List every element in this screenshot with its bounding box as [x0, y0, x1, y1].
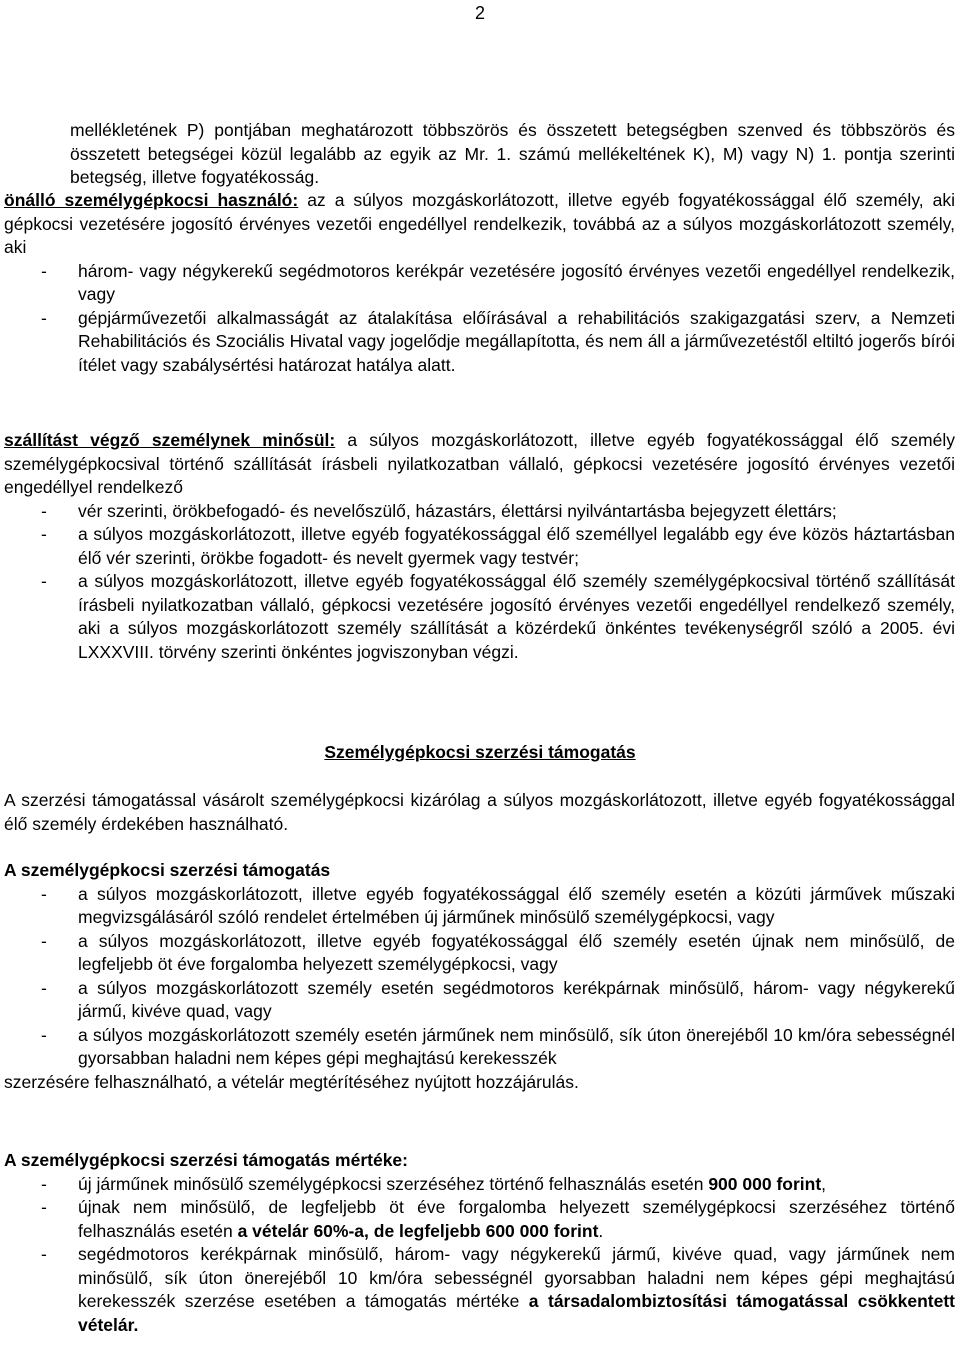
definition-transport-label: szállítást végző személynek minősül:: [4, 430, 336, 450]
list-item: - három- vagy négykerekű segédmotoros kerékpár vezetésére jogosító érvényes vezetői engedéllyel rendelkezik, vagy: [41, 260, 955, 304]
list-item: - a súlyos mozgáskorlátozott, illetve egyéb fogyatékossággal élő személy esetén újnak nem minősülő, de legfeljebb öt éve forgalomba helyezett személygépkocsi, vagy: [41, 930, 955, 974]
usage-closing: szerzésére felhasználható, a vételár megtérítéséhez nyújtott hozzájárulás.: [4, 1071, 579, 1092]
amount-section: [4, 1149, 955, 1337]
definition-driver-list: [4, 260, 955, 378]
list-item-text: a súlyos mozgáskorlátozott, illetve egyéb fogyatékossággal élő személy esetén a közúti járművek műszaki megvizsgálásáról szóló rendelet értelmében új járműnek minősülő személygépkocsi, vagy: [78, 883, 955, 927]
list-item: - a súlyos mozgáskorlátozott, illetve egyéb fogyatékossággal élő személy személygépkocsival történő szállítását írásbeli nyilatkozatban vállaló, gépkocsi vezetésére jogosító érvényes vezetői engedéllyel rendelkező személy, aki a súlyos mozgáskorlátozott személy szállítását a közérdekű önkéntes tevékenységről szóló a 2005. évi LXXXVIII. törvény szerinti önkéntes jogviszonyban végzi.: [41, 571, 955, 662]
list-item-end: .: [598, 1220, 604, 1241]
list-item-text: a súlyos mozgáskorlátozott, illetve egyéb fogyatékossággal élő személlyel legalább egy éve közös háztartásban élő vér szerinti, örökbe fogadott- és nevelt gyermek vagy testvér;: [78, 524, 955, 568]
list-item-text: új járműnek minősülő személygépkocsi szerzéséhez történő felhasználás esetén: [78, 1173, 709, 1194]
definition-driver-body: az a súlyos mozgáskorlátozott, illetve egyéb fogyatékossággal élő személy, aki gépkocsi vezetésére jogosító érvényes vezetői engedéllyel rendelkezik, továbbá az a súlyos mozgáskorlátozott személy, aki: [4, 190, 956, 257]
list-item: - a súlyos mozgáskorlátozott személy esetén járműnek nem minősülő, sík úton önerejéből 10 km/óra sebességnél gyorsabban haladni nem képes gépi meghajtású kerekesszék: [41, 1024, 955, 1068]
amount-value: a társadalombiztosítási támogatással csökkentett vételár.: [78, 1291, 955, 1335]
list-item: - újnak nem minősülő, de legfeljebb öt éve forgalomba helyezett személygépkocsi szerzéséhez történő felhasználás esetén a vételár 60%-a, de legfeljebb 600 000 forint.: [41, 1197, 955, 1241]
list-item-text: a súlyos mozgáskorlátozott, illetve egyéb fogyatékossággal élő személy személygépkocsival történő szállítását írásbeli nyilatkozatban vállaló, gépkocsi vezetésére jogosító érvényes vezetői engedéllyel rendelkező személy, aki a súlyos mozgáskorlátozott személy szállítását a közérdekű önkéntes tevékenységről szóló a 2005. évi LXXXVIII. törvény szerinti önkéntes jogviszonyban végzi.: [78, 571, 955, 662]
page-number: 2: [474, 3, 485, 23]
purpose-paragraph: [4, 789, 955, 836]
list-item: - vér szerinti, örökbefogadó- és nevelőszülő, házastárs, élettársi nyilvántartásba bejegyzett élettárs;: [41, 500, 837, 521]
intro-text: mellékletének P) pontjában meghatározott többszörös és összetett betegségben szenved és többszörös és összetett betegségei közül legalább az egyik az Mr. 1. számú mellékeltének K), M) vagy N) 1. pontja szerinti betegség, illetve fogyatékosság.: [70, 120, 955, 187]
list-item-text: a súlyos mozgáskorlátozott személy esetén járműnek nem minősülő, sík úton önerejéből 10 km/óra sebességnél gyorsabban haladni nem képes gépi meghajtású kerekesszék: [78, 1024, 955, 1068]
usage-list: [4, 883, 955, 1071]
list-item-text: gépjárművezetői alkalmasságát az átalakítása előírásával a rehabilitációs szakigazgatási szerv, a Nemzeti Rehabilitációs és Szociális Hivatal vagy jogelődje megállapította, és nem áll a járművezetéstől eltiltó jogerős bírói ítélet vagy szabálysértési határozat hatálya alatt.: [78, 307, 955, 375]
list-item-text: újnak nem minősülő, de legfeljebb öt éve forgalomba helyezett személygépkocsi szerzéséhez történő felhasználás esetén: [78, 1197, 955, 1241]
intro-paragraph: [4, 119, 955, 190]
list-item-text: három- vagy négykerekű segédmotoros kerékpár vezetésére jogosító érvényes vezetői engedéllyel rendelkezik, vagy: [78, 260, 955, 304]
usage-heading: A személygépkocsi szerzési támogatás: [4, 860, 331, 880]
usage-section: [4, 859, 955, 1094]
definition-driver-label: önálló személygépkocsi használó:: [4, 190, 299, 210]
definition-driver: [4, 189, 955, 377]
amount-value: a vételár 60%-a, de legfeljebb 600 000 forint: [237, 1220, 599, 1241]
definition-driver-text: [4, 189, 955, 260]
list-item-text: a súlyos mozgáskorlátozott, illetve egyéb fogyatékossággal élő személy esetén újnak nem minősülő, de legfeljebb öt éve forgalomba helyezett személygépkocsi, vagy: [78, 930, 955, 974]
definition-transport-body: a súlyos mozgáskorlátozott, illetve egyéb fogyatékossággal élő személy személygépkocsival történő szállítását írásbeli nyilatkozatban vállaló, gépkocsi vezetésére jogosító érvényes vezetői engedéllyel rendelkező: [4, 430, 955, 497]
list-item-text: a súlyos mozgáskorlátozott személy esetén segédmotoros kerékpárnak minősülő, három- vagy négykerekű jármű, kivéve quad, vagy: [78, 977, 955, 1021]
definition-transport-list: [4, 500, 955, 665]
list-item: - új járműnek minősülő személygépkocsi szerzéséhez történő felhasználás esetén 900 000 forint,: [41, 1173, 827, 1194]
list-item: - a súlyos mozgáskorlátozott, illetve egyéb fogyatékossággal élő személlyel legalább egy éve közös háztartásban élő vér szerinti, örökbe fogadott- és nevelt gyermek vagy testvér;: [41, 524, 955, 568]
list-item-text: segédmotoros kerékpárnak minősülő, három- vagy négykerekű jármű, kivéve quad, vagy járműnek nem minősülő, sík úton önerejéből 10 km/óra sebességnél gyorsabban haladni nem képes gépi meghajtású kerekesszék szerzése esetében a támogatás mértéke: [78, 1244, 955, 1311]
amount-heading: A személygépkocsi szerzési támogatás mértéke:: [4, 1150, 408, 1170]
definition-transport-text: [4, 429, 955, 500]
purpose-text: A szerzési támogatással vásárolt személygépkocsi kizárólag a súlyos mozgáskorlátozott, illetve egyéb fogyatékossággal élő személy érdekében használható.: [4, 790, 955, 834]
list-item: - segédmotoros kerékpárnak minősülő, három- vagy négykerekű jármű, kivéve quad, vagy járműnek nem minősülő, sík úton önerejéből 10 km/óra sebességnél gyorsabban haladni nem képes gépi meghajtású kerekesszék szerzése esetében a támogatás mértéke a társadalombiztosítási támogatással csökkentett vételár.: [41, 1244, 955, 1335]
amount-list: [4, 1173, 955, 1338]
definition-transport: [4, 429, 955, 664]
amount-value: 900 000 forint: [708, 1173, 822, 1194]
list-item: - gépjárművezetői alkalmasságát az átalakítása előírásával a rehabilitációs szakigazgatási szerv, a Nemzeti Rehabilitációs és Szociális Hivatal vagy jogelődje megállapította, és nem áll a járművezetéstől eltiltó jogerős bírói ítélet vagy szabálysértési határozat hatálya alatt.: [41, 307, 955, 375]
list-item-text: vér szerinti, örökbefogadó- és nevelőszülő, házastárs, élettársi nyilvántartásba bejegyzett élettárs;: [78, 500, 837, 521]
section-title: Személygépkocsi szerzési támogatás: [324, 742, 636, 762]
list-item: - a súlyos mozgáskorlátozott, illetve egyéb fogyatékossággal élő személy esetén a közúti járművek műszaki megvizsgálásáról szóló rendelet értelmében új járműnek minősülő személygépkocsi, vagy: [41, 883, 955, 927]
list-item: - a súlyos mozgáskorlátozott személy esetén segédmotoros kerékpárnak minősülő, három- vagy négykerekű jármű, kivéve quad, vagy: [41, 977, 955, 1021]
list-item-end: ,: [821, 1173, 827, 1194]
